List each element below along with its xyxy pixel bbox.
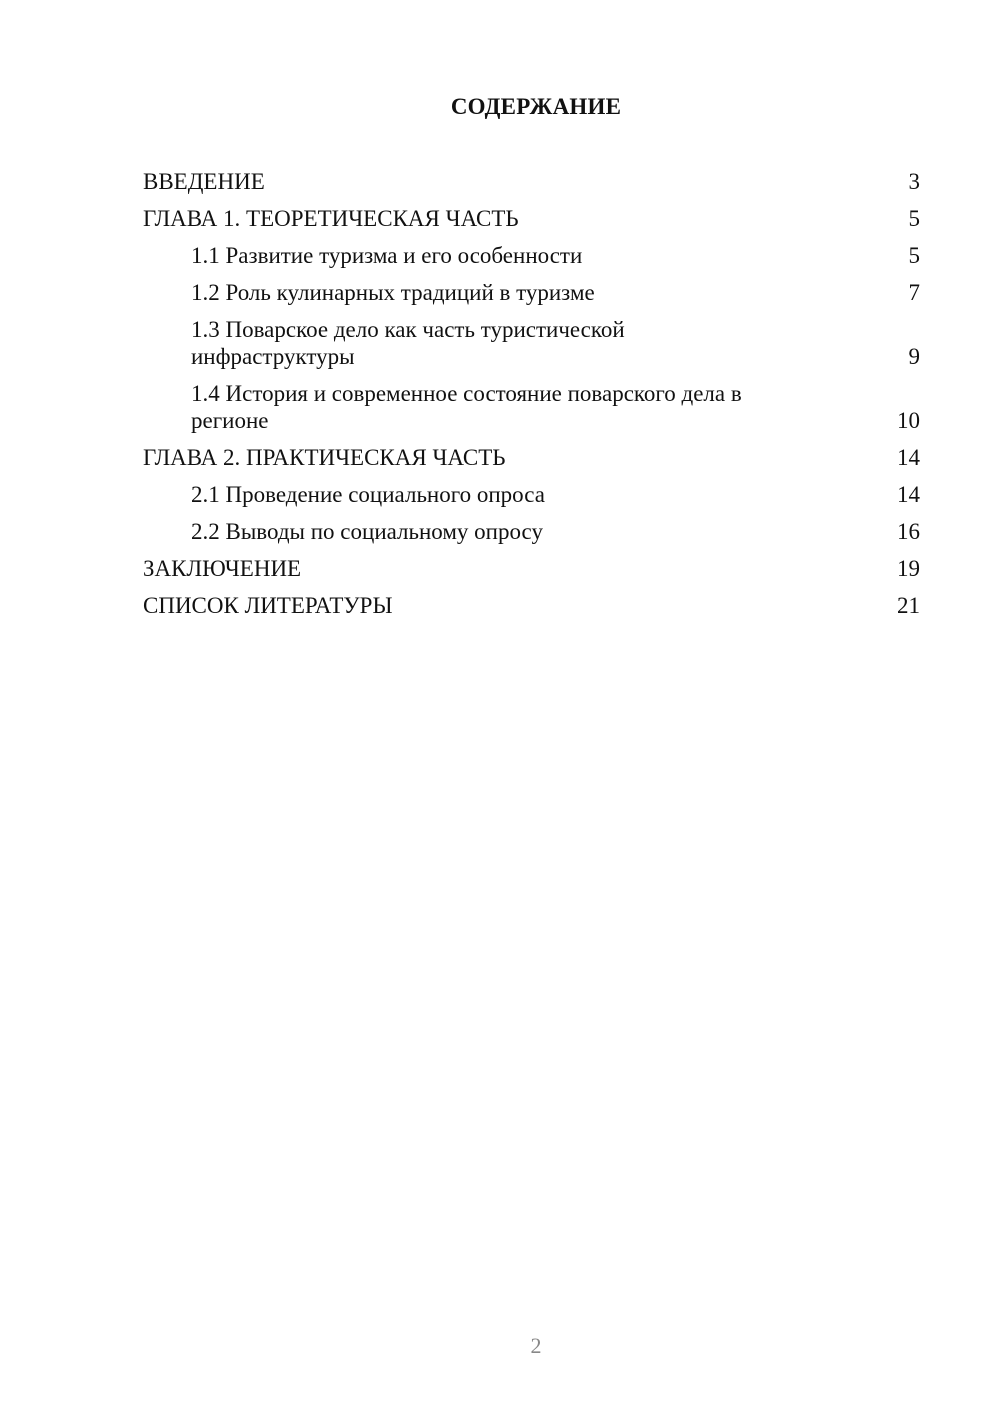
toc-entry-section-2-1[interactable] bbox=[143, 481, 920, 508]
toc-entry-label: 2.1 Проведение социального опроса bbox=[191, 482, 545, 507]
toc-entry-page: 7 bbox=[908, 280, 920, 305]
toc-entry-page: 14 bbox=[897, 482, 920, 507]
toc-title: СОДЕРЖАНИЕ bbox=[450, 94, 622, 119]
toc-entry-conclusion[interactable] bbox=[143, 555, 920, 582]
toc-entry-section-1-3[interactable] bbox=[143, 316, 920, 370]
toc-entry-label: 2.2 Выводы по социальному опросу bbox=[191, 519, 543, 544]
toc-entry-chapter-2[interactable] bbox=[143, 444, 920, 471]
toc-entry-page: 14 bbox=[897, 445, 920, 470]
toc-entry-label: ГЛАВА 2. ПРАКТИЧЕСКАЯ ЧАСТЬ bbox=[143, 445, 506, 470]
toc-entry-section-1-1[interactable] bbox=[143, 242, 920, 269]
toc-entry-chapter-1[interactable] bbox=[143, 205, 920, 232]
toc-entry-page: 3 bbox=[908, 169, 920, 194]
page-number: 2 bbox=[530, 1333, 542, 1358]
toc-entry-label: ВВЕДЕНИЕ bbox=[143, 169, 265, 194]
toc-entry-label: 1.3 Поварское дело как часть туристической инфраструктуры bbox=[191, 317, 625, 369]
toc-entry-page: 5 bbox=[908, 243, 920, 268]
toc-entry-page: 16 bbox=[897, 519, 920, 544]
toc-entry-label: ЗАКЛЮЧЕНИЕ bbox=[143, 556, 302, 581]
toc-entry-label: ГЛАВА 1. ТЕОРЕТИЧЕСКАЯ ЧАСТЬ bbox=[143, 206, 519, 231]
toc-entry-page: 19 bbox=[897, 556, 920, 581]
table-of-contents bbox=[143, 168, 920, 629]
toc-entry-label: СПИСОК ЛИТЕРАТУРЫ bbox=[143, 593, 393, 618]
toc-entry-label: 1.1 Развитие туризма и его особенности bbox=[191, 243, 583, 268]
toc-entry-section-2-2[interactable] bbox=[143, 518, 920, 545]
toc-entry-label: 1.2 Роль кулинарных традиций в туризме bbox=[191, 280, 595, 305]
toc-entry-page: 9 bbox=[908, 344, 920, 369]
toc-entry-page: 21 bbox=[897, 593, 920, 618]
toc-entry-section-1-2[interactable] bbox=[143, 279, 920, 306]
toc-entry-label: 1.4 История и современное состояние поварского дела в регионе bbox=[191, 381, 742, 433]
toc-entry-introduction[interactable] bbox=[143, 168, 920, 195]
toc-entry-bibliography[interactable] bbox=[143, 592, 920, 619]
toc-entry-page: 5 bbox=[908, 206, 920, 231]
toc-entry-section-1-4[interactable] bbox=[143, 380, 920, 434]
toc-entry-page: 10 bbox=[897, 408, 920, 433]
